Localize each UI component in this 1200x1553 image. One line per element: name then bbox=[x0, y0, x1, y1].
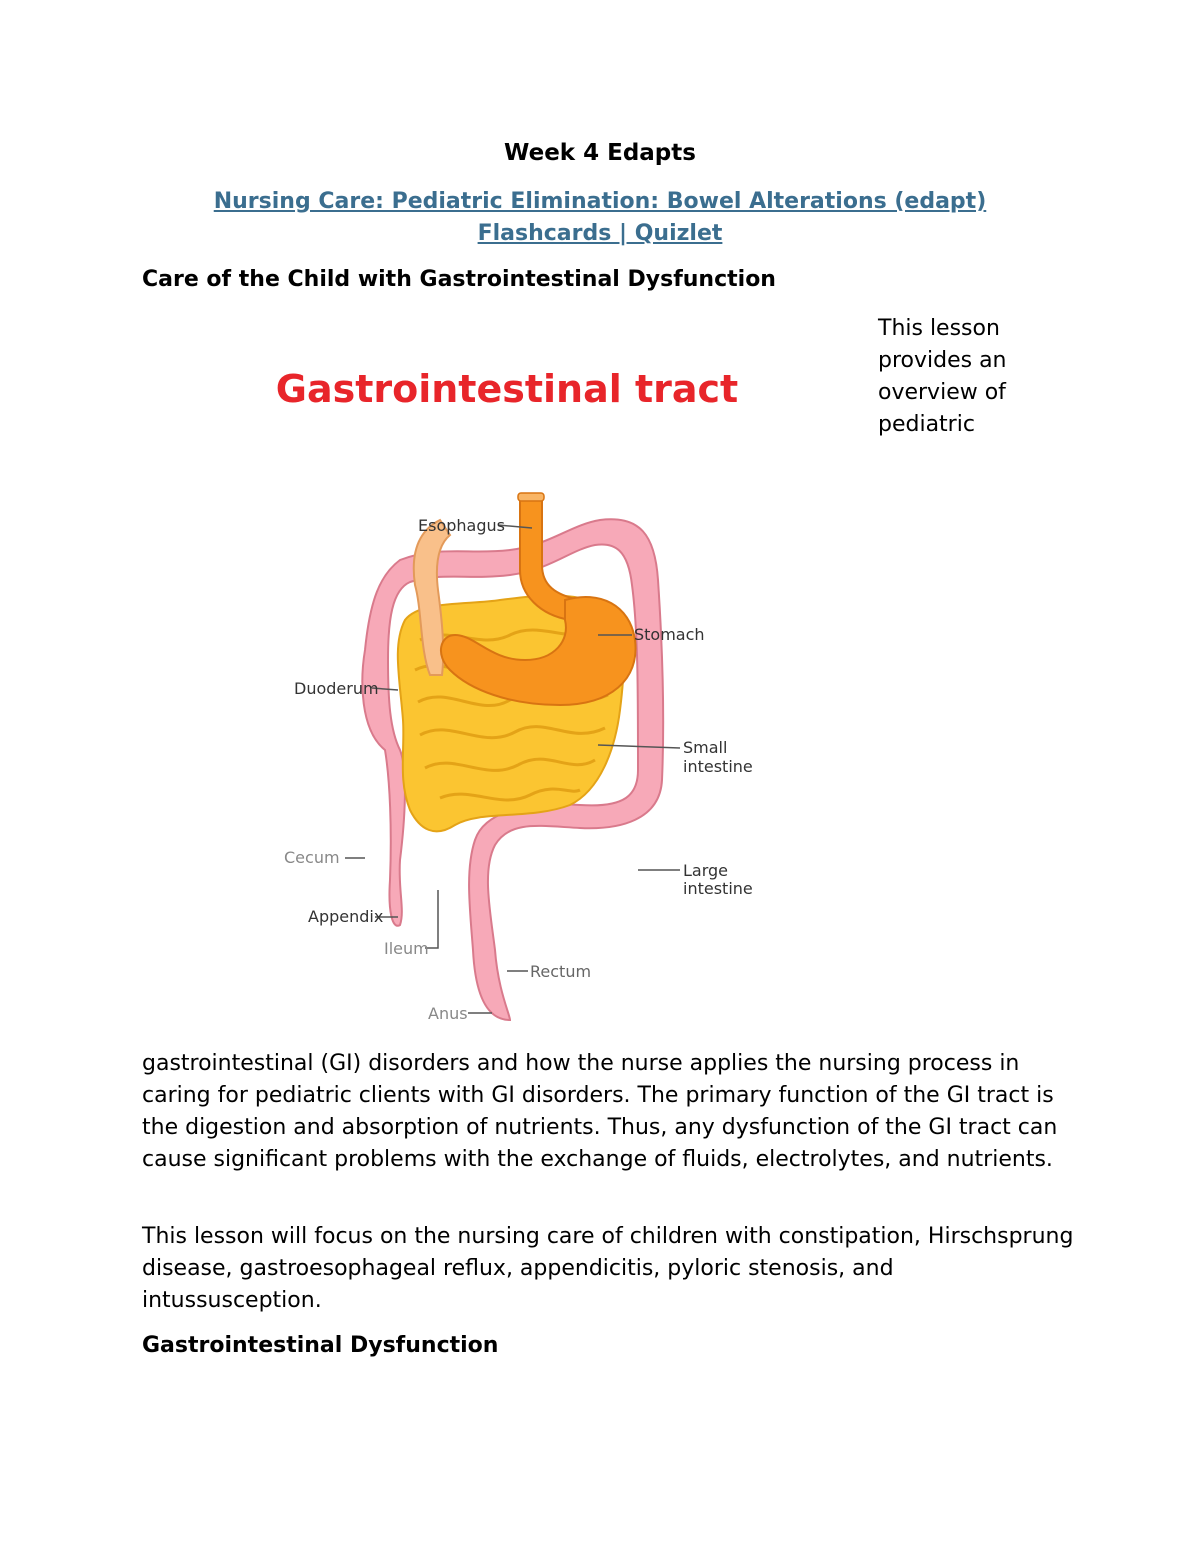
quizlet-link[interactable]: Nursing Care: Pediatric Elimination: Bowel Alterations (edapt) Flashcards | Quizlet bbox=[213, 189, 987, 246]
figure-title: Gastrointestinal tract bbox=[275, 367, 739, 411]
label-appendix: Appendix bbox=[308, 907, 384, 926]
section-heading-care: Care of the Child with Gastrointestinal Dysfunction bbox=[142, 267, 776, 292]
esophagus-top bbox=[518, 493, 544, 501]
label-cecum: Cecum bbox=[284, 848, 340, 867]
paragraph-lesson-focus: This lesson will focus on the nursing care of children with constipation, Hirschsprung disease, gastroesophageal reflux, appendicitis, pyloric stenosis, and intussusception. bbox=[142, 1224, 1074, 1313]
label-large-intestine-1: Large bbox=[683, 861, 729, 880]
gi-tract-figure bbox=[270, 350, 790, 1030]
label-duodenum: Duoderum bbox=[294, 679, 379, 698]
label-ileum: Ileum bbox=[384, 939, 429, 958]
label-small-intestine-2: intestine bbox=[683, 757, 753, 776]
side-note-text: This lesson provides an overview of pediatric bbox=[878, 316, 1007, 437]
document-title: Week 4 Edapts bbox=[504, 140, 696, 166]
paragraph-gi-disorders: gastrointestinal (GI) disorders and how the nurse applies the nursing process in caring for pediatric clients with GI disorders. The primary function of the GI tract is the digestion and absorption of nutrients. Thus, any dysfunction of the GI tract can cause significant problems with the exchange of fluids, electrolytes, and nutrients. bbox=[142, 1051, 1058, 1172]
label-esophagus: Esophagus bbox=[418, 516, 505, 535]
section-heading-dysfunction: Gastrointestinal Dysfunction bbox=[142, 1333, 499, 1358]
label-small-intestine-1: Small bbox=[683, 738, 728, 757]
label-large-intestine-2: intestine bbox=[683, 879, 753, 898]
label-rectum: Rectum bbox=[530, 962, 592, 981]
gi-tract-diagram bbox=[270, 350, 790, 1030]
label-stomach: Stomach bbox=[634, 625, 705, 644]
label-anus: Anus bbox=[428, 1004, 468, 1023]
